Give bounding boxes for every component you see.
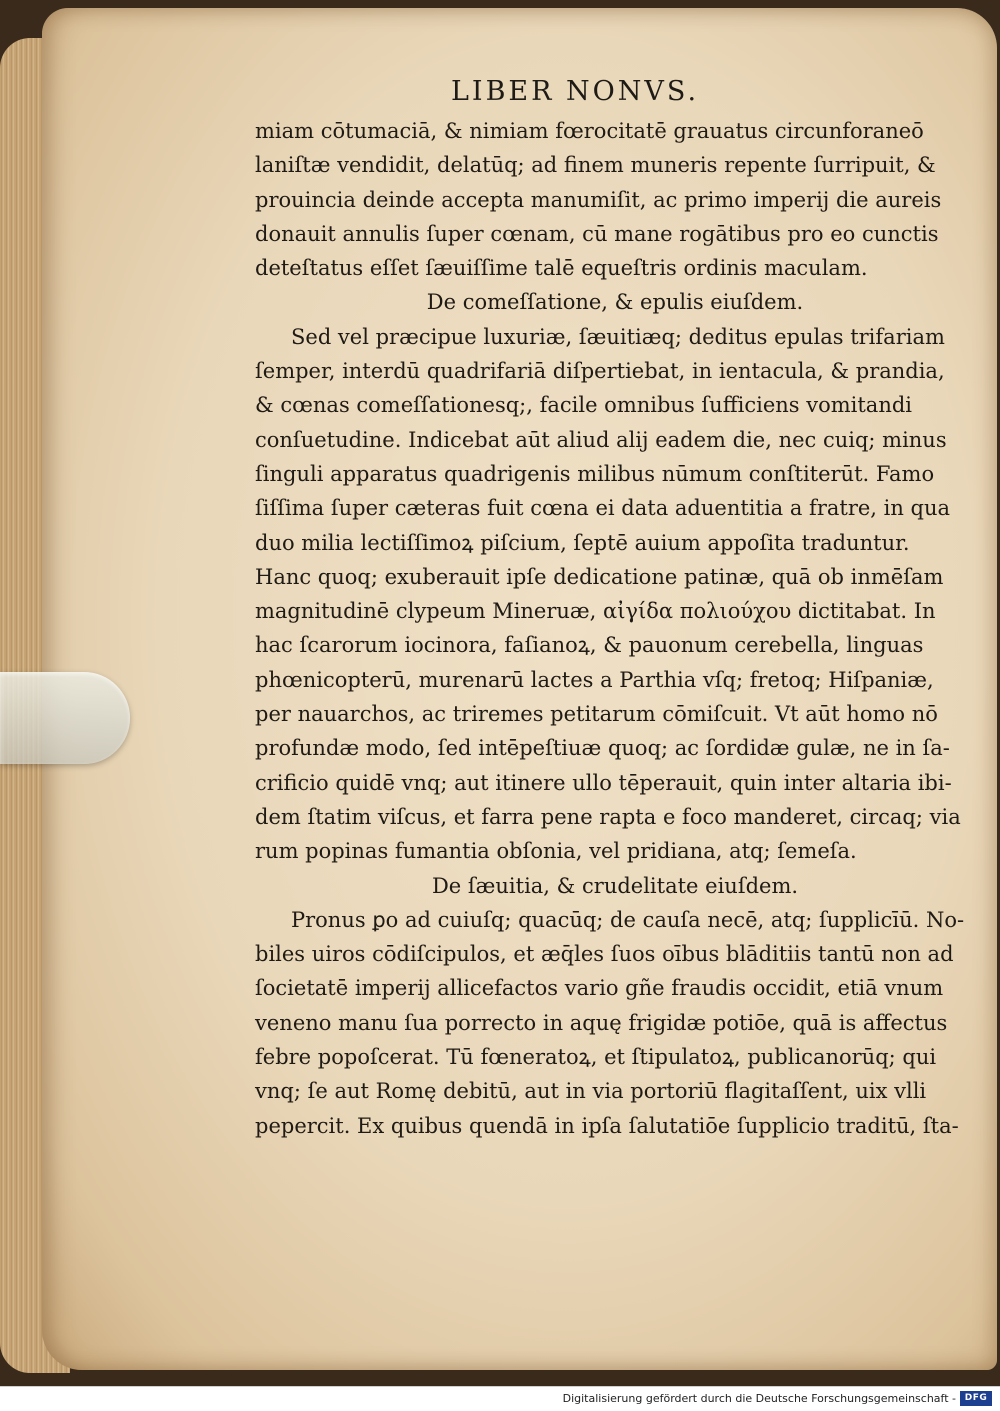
text-line: dem ſtatim viſcus, et farra pene rapta e foco manderet, circaq; via [255, 804, 961, 829]
text-line: ſocietatē imperij allicefactos vario gñe fraudis occidit, etiā vnum [255, 976, 944, 1001]
text-line: rum popinas fumantia obſonia, vel pridiana, atq; ſemeſa. [255, 839, 857, 864]
section-heading: De comeſſatione, & epulis eiuſdem. [426, 290, 804, 315]
text-line: Sed vel præcipue luxuriæ, ſæuitiæq; deditus epulas trifariam [291, 324, 945, 349]
text-line: per nauarchos, ac triremes petitarum cōmiſcuit. Vt aūt homo nō [255, 702, 938, 727]
text-line: febre popoſcerat. Tū fœneratoꝝ, et ſtipulatoꝝ, publicanorūq; qui [255, 1045, 937, 1070]
text-line: veneno manu ſua porrecto in aquę frigidæ potiōe, quā is affectus [255, 1010, 948, 1035]
text-line: deteſtatus eſſet ſæuiſſime talē equeſtris ordinis maculam. [255, 256, 868, 281]
text-line: ſiſſima ſuper cæteras fuit cœna ei data aduentitia a fratre, in qua [255, 496, 951, 521]
text-line: conſuetudine. Indicebat aūt aliud alij eadem die, nec cuiq; minus [255, 427, 947, 452]
funding-notice: Digitalisierung gefördert durch die Deutsche Forschungsgemeinschaft - [562, 1392, 956, 1405]
dfg-logo: DFG [960, 1391, 992, 1406]
page-clip [0, 672, 130, 764]
text-line: hac ſcarorum iocinora, faſianoꝝ, & pauonum cerebella, linguas [255, 633, 924, 658]
section-heading: De ſæuitia, & crudelitate eiuſdem. [431, 873, 799, 898]
text-line: ſinguli apparatus quadrigenis milibus nūmum conſtiterūt. Famo [255, 461, 935, 486]
text-line: donauit annulis ſuper cœnam, cū mane rogātibus pro eo cunctis [255, 221, 939, 246]
text-line: & cœnas comeſſationesq;, facile omnibus ſufficiens vomitandi [255, 393, 912, 418]
text-line: vnq; ſe aut Romę debitū, aut in via portoriū flagitaſſent, uix vlli [255, 1079, 927, 1104]
text-line: phœnicopterū, murenarū lactes a Parthia vſq; fretoq; Hiſpaniæ, [255, 667, 934, 692]
text-line: crificio quidē vnq; aut itinere ullo tēperauit, quin inter altaria ibi- [255, 770, 952, 795]
text-line: magnitudinē clypeum Mineruæ, αἰγίδα πολιούχου dictitabat. In [255, 599, 936, 624]
text-line: pepercit. Ex quibus quendā in ipſa ſalutatiōe ſupplicio traditū, ſta- [255, 1113, 959, 1138]
text-line: duo milia lectiſſimoꝝ piſcium, ſeptē auium appoſita traduntur. [255, 530, 910, 555]
text-line: Pronus ꝑo ad cuiuſq; quacūq; de cauſa necē, atq; ſupplicīū. No- [291, 907, 965, 932]
text-line: Hanc quoq; exuberauit ipſe dedicatione patinæ, quā ob inmēſam [255, 564, 944, 589]
text-line: profundæ modo, ſed intēpeſtiuæ quoq; ac ſordidæ gulæ, ne in ſa- [255, 736, 950, 761]
text-line: prouincia deinde accepta manumiſit, ac primo imperij die aureis [255, 187, 942, 212]
text-line: biles uiros cōdiſcipulos, et æq̄les ſuos oībus blāditiis tantū non ad [255, 942, 954, 967]
text-block [255, 114, 965, 1143]
running-header: LIBER NONVS. [450, 76, 700, 107]
text-line: miam cōtumaciā, & nimiam fœrocitatē grauatus circunforaneō [255, 119, 924, 143]
footer-bar [0, 1386, 1000, 1411]
text-line: laniſtæ vendidit, delatūq; ad finem muneris repente ſurripuit, & [255, 153, 936, 178]
text-line: ſemper, interdū quadrifariā diſpertiebat, in ientacula, & prandia, [255, 359, 945, 384]
